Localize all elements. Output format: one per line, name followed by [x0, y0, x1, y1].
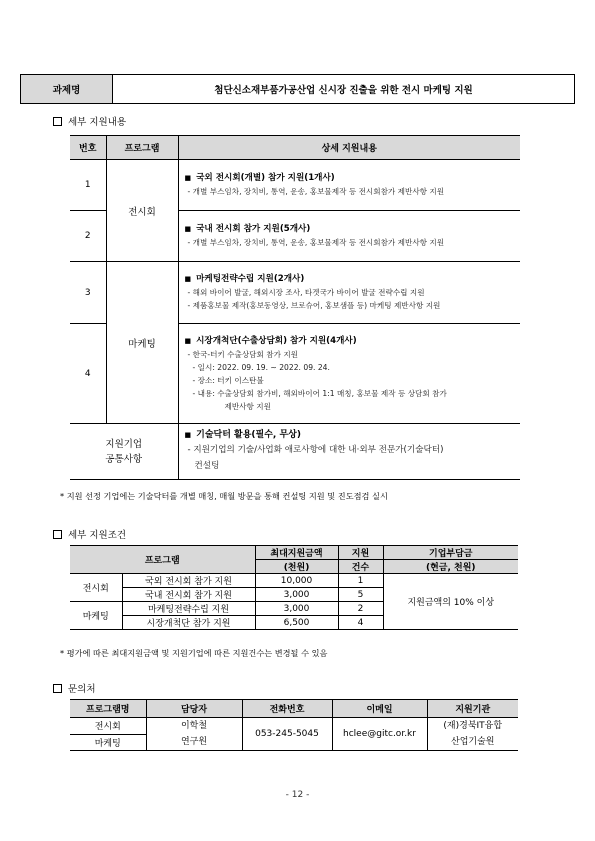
table-row: 마케팅 마케팅전략수립 지원 3,000 2: [70, 602, 518, 616]
condition-section-heading: 세부 지원조건: [53, 527, 126, 541]
condition-note: * 평가에 따른 최대지원금액 및 지원기업에 따른 지원건수는 변경될 수 있음: [60, 648, 328, 658]
table-row: 4 ■ 시장개척단(수출상담회) 참가 지원(4개사) - 한국-터키 수출상담회 참가 지원 - 일시: 2022. 09. 19. ~ 2022. 09. 24. - 장소: 터키 이스탄불 - 내용: 수출상담회 참가비, 해외바이어 1:1 매칭, 홍보물 제작 등 상담회 참가 제반사항 지원: [70, 324, 520, 424]
contact-table: [70, 699, 518, 751]
header-share-line1: 기업부담금: [383, 546, 518, 560]
checkbox-square-icon: [53, 684, 62, 693]
header-max-line1: 최대지원금액: [255, 546, 338, 560]
row-num: 3: [70, 262, 106, 324]
square-bullet-icon: ■: [184, 174, 192, 182]
square-bullet-icon: ■: [184, 225, 192, 233]
square-bullet-icon: ■: [184, 275, 192, 283]
table-row: 시장개척단 참가 지원 6,500 4: [70, 616, 518, 630]
checkbox-square-icon: [53, 117, 62, 126]
task-title: 첨단신소재부품가공산업 신시장 진출을 위한 전시 마케팅 지원: [113, 75, 575, 104]
table-row: 전시회 이학철 연구원 053-245-5045 hclee@gitc.or.kr (재)경북IT융합 산업기술원: [70, 718, 518, 735]
header-share-line2: (현금, 천원): [383, 560, 518, 574]
header-program: 프로그램: [70, 546, 255, 574]
header-count-line2: 건수: [338, 560, 383, 574]
row-num: 1: [70, 160, 106, 211]
contact-org: (재)경북IT융합 산업기술원: [427, 718, 518, 751]
row-num: 2: [70, 211, 106, 262]
table-row: 마케팅: [70, 734, 518, 751]
table-row: 전시회 국외 전시회 참가 지원 10,000 1 지원금액의 10% 이상: [70, 574, 518, 588]
detail-section-heading: 세부 지원내용: [53, 114, 126, 128]
condition-table-header: [70, 546, 518, 560]
detail-note: * 지원 선정 기업에는 기술닥터를 개별 매칭, 매월 방문을 통해 컨설팅 지원 및 진도점검 실시: [60, 491, 388, 501]
contact-table-header: 프로그램명 담당자 전화번호 이메일 지원기관: [70, 700, 518, 718]
group-marketing: 마케팅: [70, 602, 122, 630]
share-value: 지원금액의 10% 이상: [383, 574, 518, 630]
group-exhibition: 전시회: [70, 574, 122, 602]
detail-table: [70, 135, 520, 480]
contact-section-heading: 문의처: [53, 681, 96, 695]
task-label: 과제명: [21, 75, 113, 104]
table-row: 1 전시회 ■ 국외 전시회(개별) 참가 지원(1개사) - 개별 부스임차, 장치비, 통역, 운송, 홍보물제작 등 전시회참가 제반사항 지원: [70, 160, 520, 211]
row-num: 4: [70, 324, 106, 424]
condition-table: [70, 545, 518, 630]
square-bullet-icon: ■: [184, 336, 192, 345]
table-row: 국내 전시회 참가 지원 3,000 5: [70, 588, 518, 602]
table-row: 2 ■ 국내 전시회 참가 지원(5개사) - 개별 부스임차, 장치비, 통역, 운송, 홍보물제작 등 전시회참가 제반사항 지원: [70, 211, 520, 262]
detail-table-header: [70, 136, 520, 160]
page-number: - 12 -: [285, 790, 310, 800]
table-row: 3 마케팅 ■ 마케팅전략수립 지원(2개사) - 해외 바이어 발굴, 해외시장 조사, 타겟국가 바이어 발굴 전략수립 지원 - 제품홍보물 제작(홍보동영상, 브로슈어, 홍보샘플 등) 마케팅 제반사항 지원: [70, 262, 520, 324]
square-bullet-icon: ■: [184, 431, 192, 439]
header-count-line1: 지원: [338, 546, 383, 560]
header-num: 번호: [70, 136, 106, 160]
contact-person: 이학철 연구원: [146, 718, 242, 751]
table-row: 지원기업 공통사항 ■ 기술닥터 활용(필수, 무상) - 지원기업의 기술/사업화 애로사항에 대한 내·외부 전문가(기술닥터) 컨설팅: [70, 424, 520, 480]
program-marketing: 마케팅: [106, 262, 178, 424]
program-exhibition: 전시회: [106, 160, 178, 262]
header-program: 프로그램: [106, 136, 178, 160]
contact-email[interactable]: hclee@gitc.or.kr: [332, 718, 427, 751]
contact-phone: 053-245-5045: [242, 718, 332, 751]
task-title-table: [20, 74, 575, 104]
header-max-line2: (천원): [255, 560, 338, 574]
common-label: 지원기업 공통사항: [70, 424, 178, 480]
header-content: 상세 지원내용: [178, 136, 520, 160]
checkbox-square-icon: [53, 530, 62, 539]
